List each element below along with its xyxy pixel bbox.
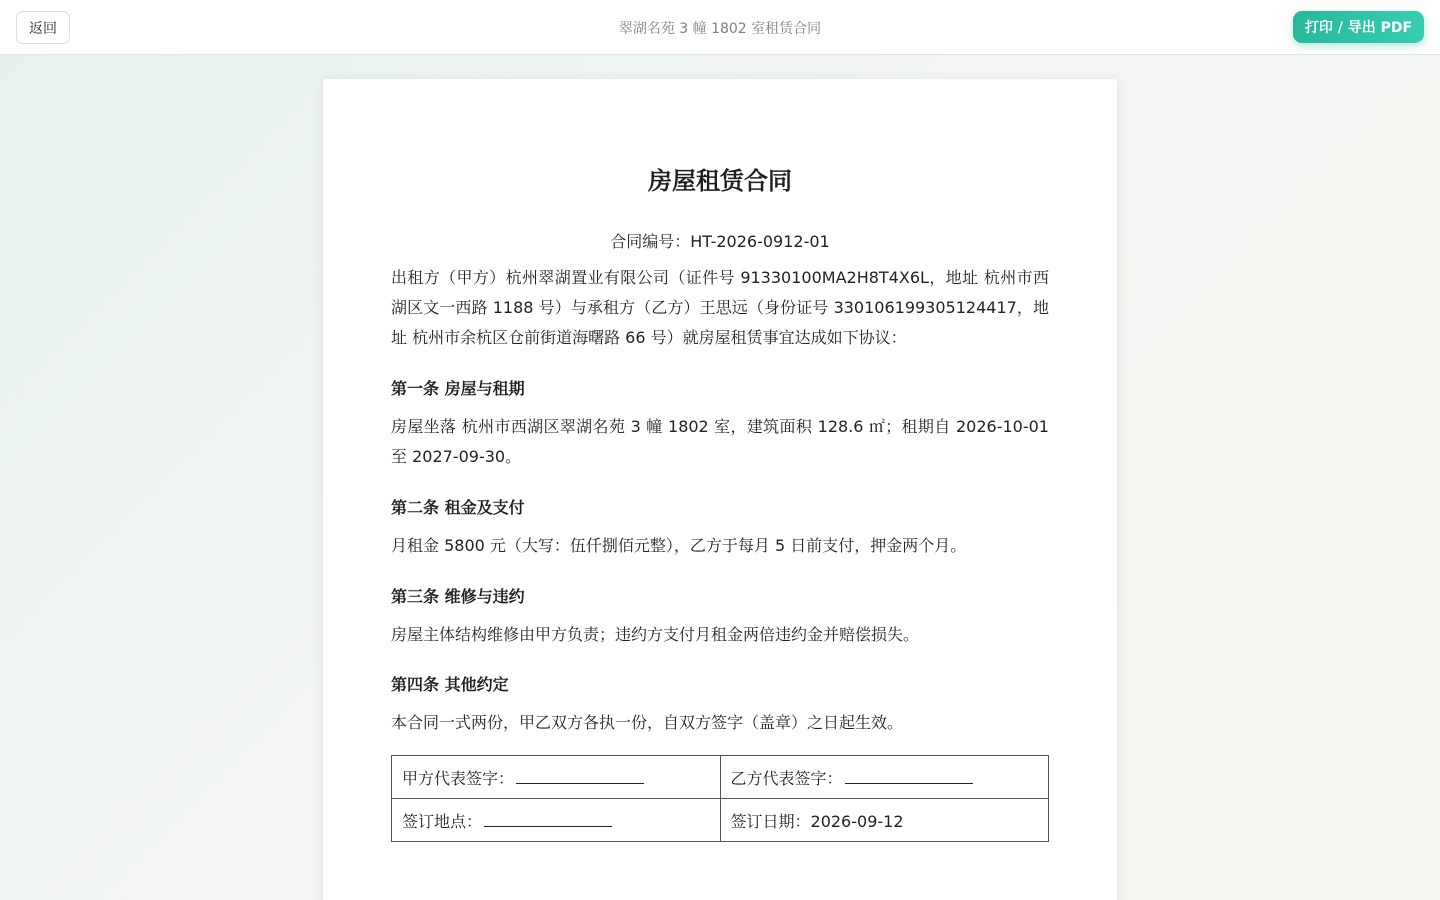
section-3-body: 房屋主体结构维修由甲方负责；违约方支付月租金两倍违约金并赔偿损失。	[391, 625, 920, 644]
contract-title: 房屋租赁合同	[648, 167, 792, 195]
document-title: 翠湖名苑 3 幢 1802 室租赁合同	[618, 20, 822, 37]
signature-row	[392, 756, 1049, 799]
contract-intro: 出租方（甲方）杭州翠湖置业有限公司（证件号 91330100MA2H8T4X6L，地址 杭州市西湖区文一西路 1188 号）与承租方（乙方）王思远（身份证号 330106199305124417，地址 杭州市余杭区仓前街道海曙路 66 号）就房屋租赁事宜达成如下协议：	[391, 268, 1049, 347]
signing-place-line	[484, 813, 612, 827]
signing-date-value: 2026-09-12	[810, 811, 904, 831]
contract-paper	[323, 79, 1117, 900]
signature-table	[391, 755, 1049, 842]
party-a-signature-label: 甲方代表签字：	[402, 768, 515, 788]
signing-date-cell	[720, 799, 1049, 842]
section-2-body: 月租金 5800 元（大写：伍仟捌佰元整），乙方于每月 5 日前支付，押金两个月。	[391, 536, 967, 555]
party-a-signature-cell	[392, 756, 721, 799]
signing-info-row	[392, 799, 1049, 842]
party-b-signature-cell	[720, 756, 1049, 799]
section-4-body: 本合同一式两份，甲乙双方各执一份，自双方签字（盖章）之日起生效。	[391, 713, 904, 732]
section-4-title: 第四条 其他约定	[391, 675, 509, 694]
party-b-signature-line	[845, 770, 973, 784]
signing-date-label: 签订日期：	[730, 811, 811, 831]
party-a-signature-line	[516, 770, 644, 784]
back-button[interactable]: 返回	[16, 11, 70, 44]
section-1-title: 第一条 房屋与租期	[391, 379, 525, 398]
party-b-signature-label: 乙方代表签字：	[730, 768, 843, 788]
section-2-title: 第二条 租金及支付	[391, 498, 525, 517]
top-bar	[0, 0, 1440, 55]
signing-place-label: 签订地点：	[402, 811, 483, 831]
signing-place-cell	[392, 799, 721, 842]
print-export-pdf-button[interactable]: 打印 / 导出 PDF	[1293, 11, 1424, 43]
section-3-title: 第三条 维修与违约	[391, 587, 525, 606]
contract-number: 合同编号：HT-2026-0912-01	[610, 232, 830, 251]
section-1-body: 房屋坐落 杭州市西湖区翠湖名苑 3 幢 1802 室，建筑面积 128.6 ㎡；租期自 2026-10-01 至 2027-09-30。	[391, 417, 1049, 466]
